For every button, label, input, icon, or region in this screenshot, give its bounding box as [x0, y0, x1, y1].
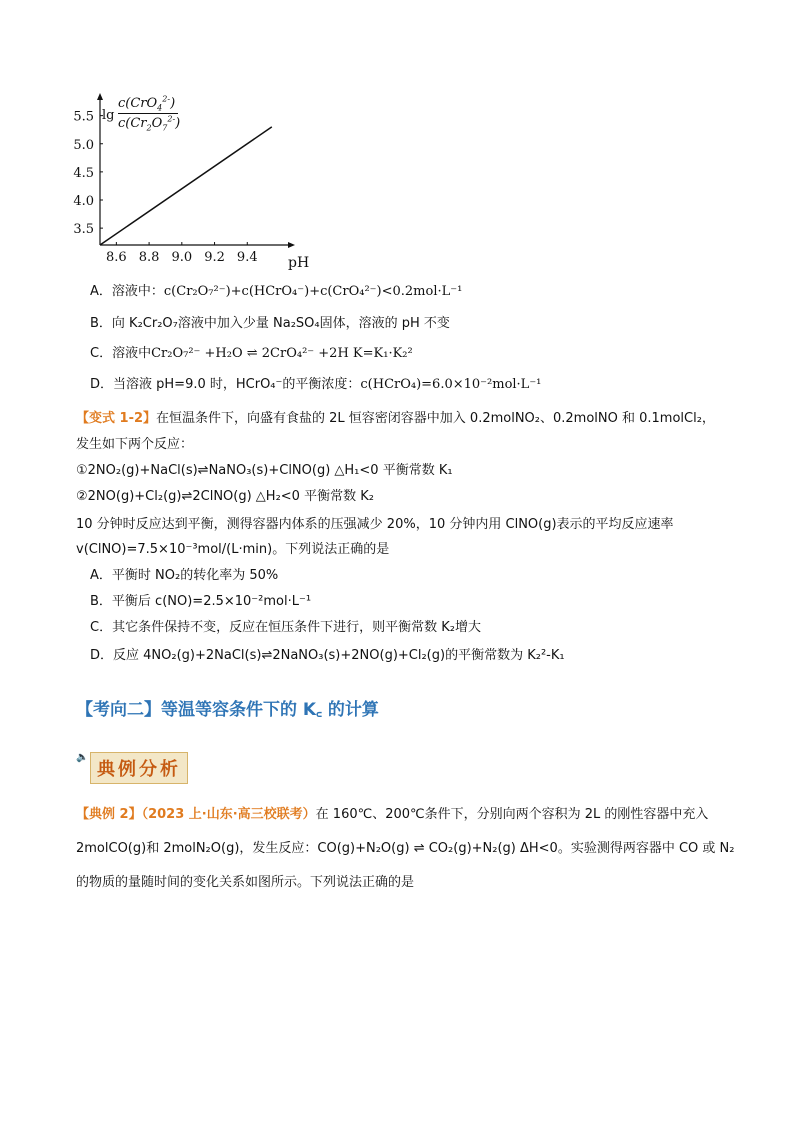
reaction-1: ①2NO₂(g)+NaCl(s)⇌NaNO₃(s)+ClNO(g) △H₁<0 平衡常数 K₁ — [76, 463, 453, 478]
y-tick-label: 4.0 — [73, 194, 94, 209]
option-b: B．向 K₂Cr₂O₇溶液中加入少量 Na₂SO₄固体，溶液的 pH 不变 — [90, 316, 450, 331]
example-source: （2023 上·山东·高三校联考） — [141, 807, 316, 822]
series-line — [100, 127, 272, 245]
y-tick-label: 5.5 — [73, 109, 94, 125]
option-d: D．当溶液 pH=9.0 时，HCrO₄⁻的平衡浓度：c(HCrO₄)=6.0×10⁻²mol·L⁻¹ — [90, 377, 542, 392]
ylabel-numerator: c(CrO$_4^{2-}$) — [118, 94, 176, 113]
ylabel-lg: lg — [102, 108, 115, 123]
x-axis-label: pH — [288, 255, 310, 271]
example-line3: 的物质的量随时间的变化关系如图所示。下列说法正确的是 — [76, 875, 415, 890]
x-tick-label: 9.4 — [236, 250, 258, 265]
y-tick-label: 5.0 — [73, 137, 94, 153]
variant-option-d: D．反应 4NO₂(g)+2NaCl(s)⇌2NaNO₃(s)+2NO(g)+Cl₂(g)的平衡常数为 K₂²-K₁ — [90, 648, 565, 663]
y-tick-label: 3.5 — [73, 222, 94, 238]
reaction-2: ②2NO(g)+Cl₂(g)⇌2ClNO(g) △H₂<0 平衡常数 K₂ — [76, 489, 374, 504]
speaker-icon: 🔈 — [76, 752, 89, 763]
ylabel-denominator: $c(Cr_2O_7^{2-})$ — [118, 114, 181, 133]
variant-option-a: A．平衡时 NO₂的转化率为 50% — [90, 568, 279, 583]
option-a: A．溶液中：c(Cr₂O₇²⁻)+c(HCrO₄⁻)+c(CrO₄²⁻)<0.2mol·L⁻¹ — [90, 284, 463, 299]
variant-line2: 发生如下两个反应： — [76, 437, 194, 452]
x-tick-label: 8.6 — [106, 250, 127, 265]
y-tick-label: 4.5 — [73, 165, 94, 181]
variant-option-c: C．其它条件保持不变，反应在恒压条件下进行，则平衡常数 K₂增大 — [90, 620, 481, 635]
example-line2: 2molCO(g)和 2molN₂O(g)，发生反应：CO(g)+N₂O(g) ⇌ CO₂(g)+N₂(g) ΔH<0。实验测得两容器中 CO 或 N₂ — [76, 841, 735, 856]
example-analysis-stamp: 🔈 典例分析 — [76, 752, 188, 784]
example-tag: 【典例 2】 — [76, 807, 142, 822]
x-axis-arrow — [288, 242, 295, 248]
variant-line4: v(ClNO)=7.5×10⁻³mol/(L·min)。下列说法正确的是 — [76, 542, 390, 557]
variant-line3: 10 分钟时反应达到平衡，测得容器内体系的压强减少 20%，10 分钟内用 ClNO(g)表示的平均反应速率 — [76, 517, 674, 532]
x-tick-label: 9.0 — [171, 250, 193, 265]
y-axis-arrow — [97, 93, 103, 100]
x-tick-label: 8.8 — [138, 250, 160, 265]
option-c: C．溶液中Cr₂O₇²⁻ +H₂O ⇌ 2CrO₄²⁻ +2H K=K₁·K₂² — [90, 346, 413, 361]
variant-tag: 【变式 1-2】 — [76, 411, 157, 426]
example-line1: 【典例 2】（2023 上·山东·高三校联考）在 160℃、200℃条件下，分别向两个容积为 2L 的刚性容器中充入 — [76, 807, 709, 822]
section-heading: 【考向二】等温等容条件下的 K꜀ 的计算 — [76, 700, 379, 720]
variant-option-b: B．平衡后 c(NO)=2.5×10⁻²mol·L⁻¹ — [90, 594, 312, 609]
variant-intro: 【变式 1-2】在恒温条件下，向盛有食盐的 2L 恒容密闭容器中加入 0.2molNO₂、0.2molNO 和 0.1molCl₂， — [76, 411, 715, 426]
x-tick-label: 9.2 — [204, 250, 225, 265]
